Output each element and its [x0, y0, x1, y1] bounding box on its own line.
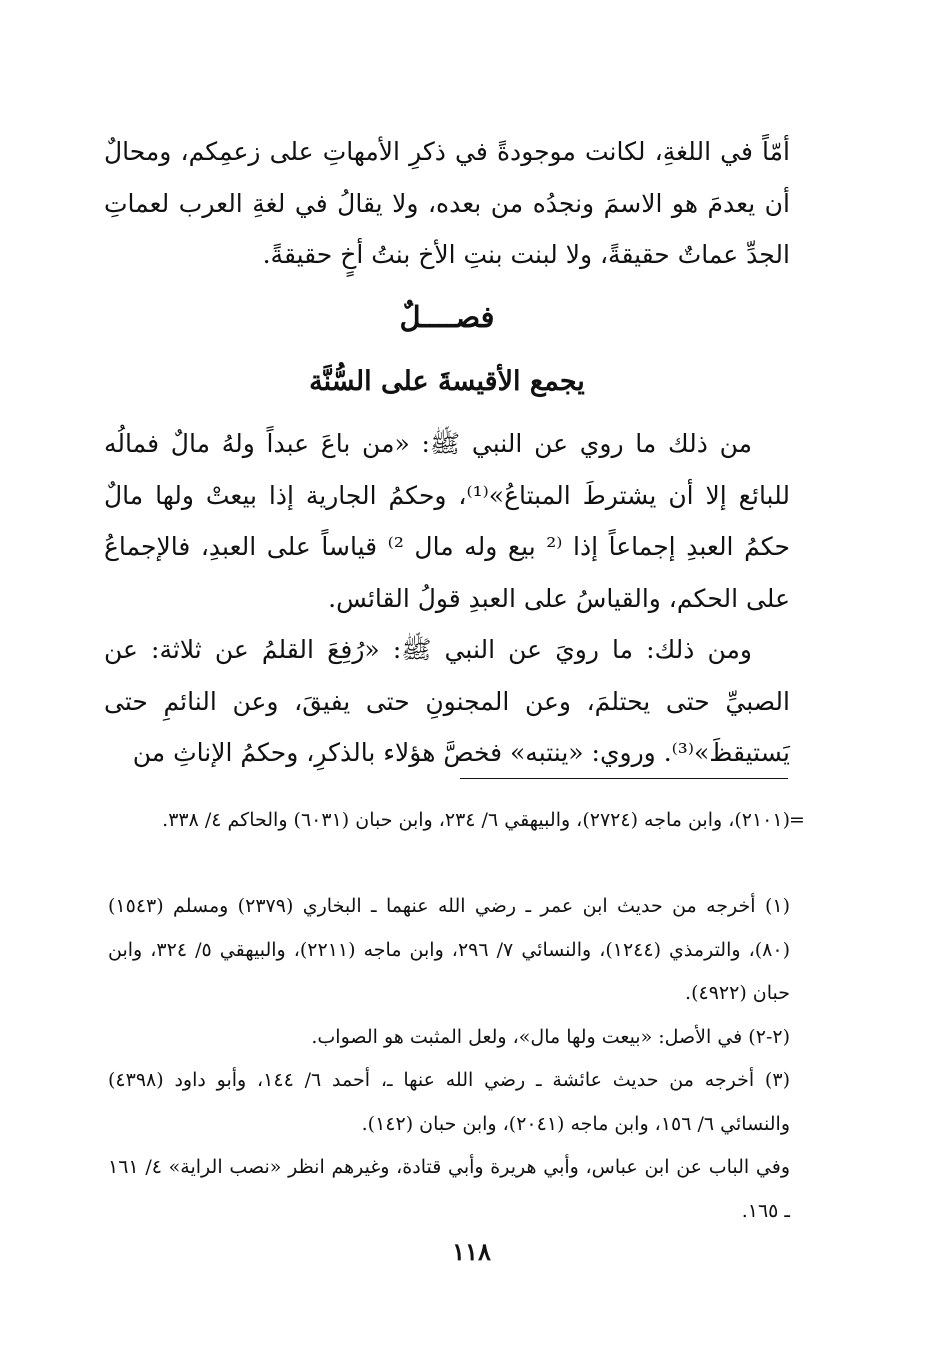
paragraph-sale-hadith: من ذلك ما روي عن النبي ﷺ: «من باعَ عبداً ولهُ مالٌ فمالُه للبائع إلا أن يشترطَ المبتاعُ»⁽¹⁾، وحكمُ الجارية إذا بيعتْ ولها مالٌ حكمُ العبدِ إجماعاً إذا ⁽² بيع وله مال ²⁾ قياساً على العبدِ، فالإجماعُ على الحكم، والقياسُ على العبدِ قولُ القائس.	[104, 429, 790, 613]
footnote-separator	[460, 778, 788, 779]
footnote-3: (٣) أخرجه من حديث عائشة ـ رضي الله عنها ـ، أحمد ٦/ ١٤٤، وأبو داود (٤٣٩٨) والنسائي ٦/ ١٥٦، وابن ماجه (٢٠٤١)، وابن حبان (١٤٢).	[108, 1069, 790, 1135]
footnote-1: (١) أخرجه من حديث ابن عمر ـ رضي الله عنهما ـ البخاري (٢٣٧٩) ومسلم (١٥٤٣) (٨٠)، والترمذي (١٢٤٤)، والنسائي ٧/ ٢٩٦، وابن ماجه (٢٢١١)، والبيهقي ٥/ ٣٢٤، وابن حبان (٤٩٢٢).	[108, 895, 790, 1004]
section-heading: فصــــلٌ	[399, 300, 495, 334]
footnote-3-continued: وفي الباب عن ابن عباس، وأبي هريرة وأبي قتادة، وغيرهم انظر «نصب الراية» ٤/ ١٦١ ـ ١٦٥.	[108, 1156, 790, 1222]
footnote-continuation-mark: =	[789, 809, 805, 831]
page-number: ١١٨	[452, 1237, 491, 1266]
paragraph-pen-lifted-hadith: ومن ذلك: ما رويَ عن النبي ﷺ: «رُفِعَ القلمُ عن ثلاثة: عن الصبيِّ حتى يحتلمَ، وعن المجنونِ حتى يفيقَ، وعن النائمِ حتى يَستيقظَ»⁽³⁾. وروي: «ينتبه» فخصَّ هؤلاء بالذكرِ، وحكمُ الإناثِ من	[104, 635, 790, 767]
paragraph-intro: أمّاً في اللغةِ، لكانت موجودةً في ذكرِ الأمهاتِ على زعمِكم، ومحالٌ أن يعدمَ هو الاسمَ ونجدُه من بعده، ولا يقالُ في لغةِ العرب لعماتِ الجدِّ عماتٌ حقيقةً، ولا لبنت بنتِ الأخ بنتُ أخٍ حقيقةً.	[104, 137, 790, 269]
footnote-continuation: (٢١٠١)، وابن ماجه (٢٧٢٤)، والبيهقي ٦/ ٢٣٤، وابن حبان (٦٠٣١) والحاكم ٤/ ٣٣٨.	[162, 809, 790, 831]
section-subtitle: يجمع الأقيسةَ على السُّنَّة	[309, 366, 585, 397]
footnote-2: (٢-٢) في الأصل: «بيعت ولها مال»، ولعل المثبت هو الصواب.	[311, 1026, 790, 1048]
